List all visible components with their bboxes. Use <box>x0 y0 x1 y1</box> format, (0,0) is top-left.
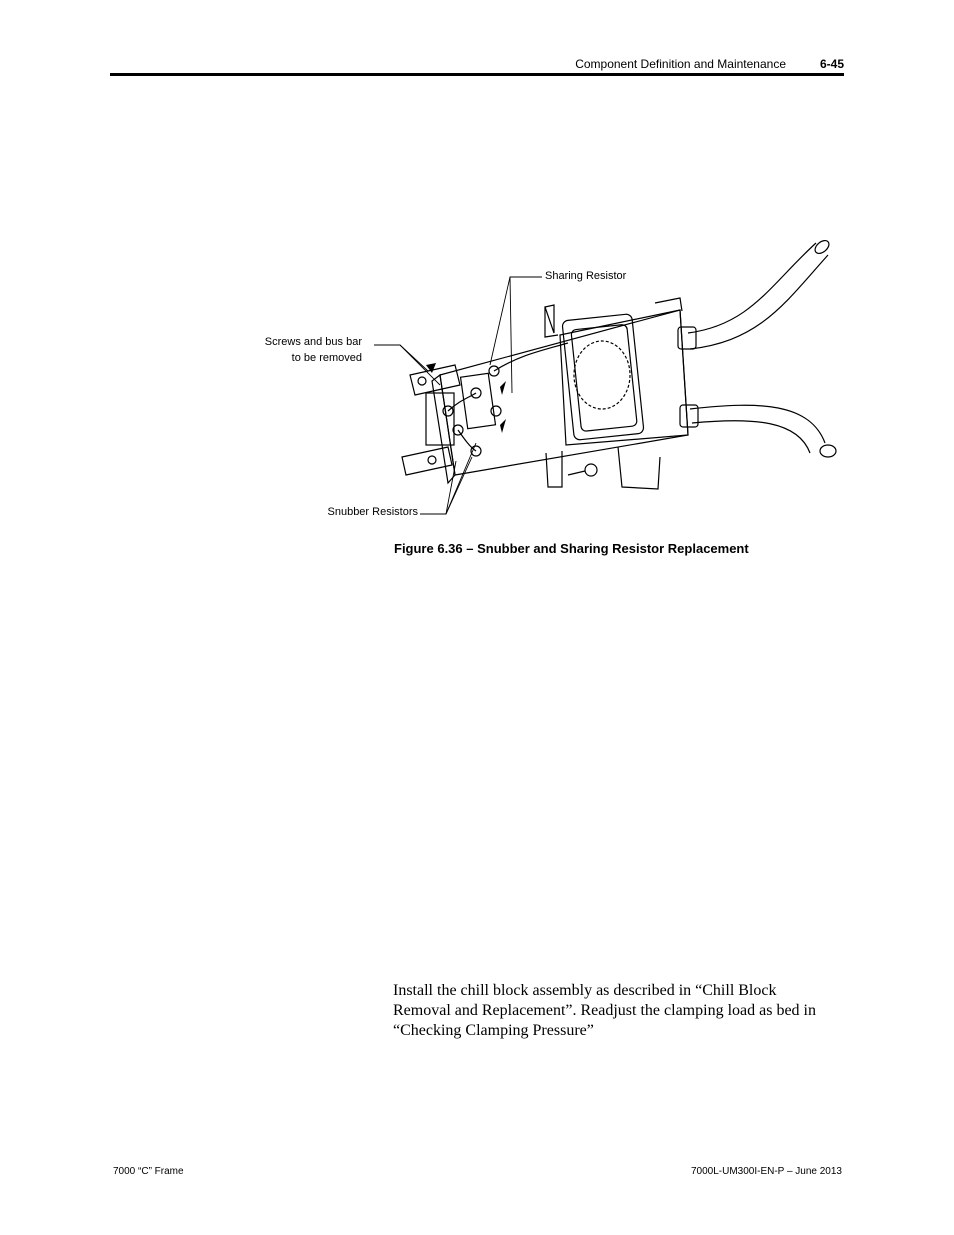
leader-lines <box>374 277 542 514</box>
figure-caption: Figure 6.36 – Snubber and Sharing Resistor Replacement <box>394 541 749 556</box>
header-rule <box>110 73 844 76</box>
figure-snubber-resistor-assembly <box>250 225 850 525</box>
footer-left: 7000 “C” Frame <box>113 1166 184 1177</box>
label-snubber-resistors: Snubber Resistors <box>327 506 418 518</box>
body-paragraph: Install the chill block assembly as described in “Chill Block Removal and Replacement”. Readjust the clamping load as bed in “Checking Clamping Pressure” <box>393 982 816 1039</box>
coolant-hoses <box>678 238 836 457</box>
label-screws-line1: Screws and bus bar <box>264 336 362 348</box>
header-page-number: 6-45 <box>819 57 844 71</box>
header-section-title: Component Definition and Maintenance <box>575 57 786 71</box>
footer-right: 7000L-UM300I-EN-P – June 2013 <box>690 1166 842 1177</box>
label-screws-line2: to be removed <box>291 352 362 364</box>
label-sharing-resistor: Sharing Resistor <box>545 270 627 282</box>
